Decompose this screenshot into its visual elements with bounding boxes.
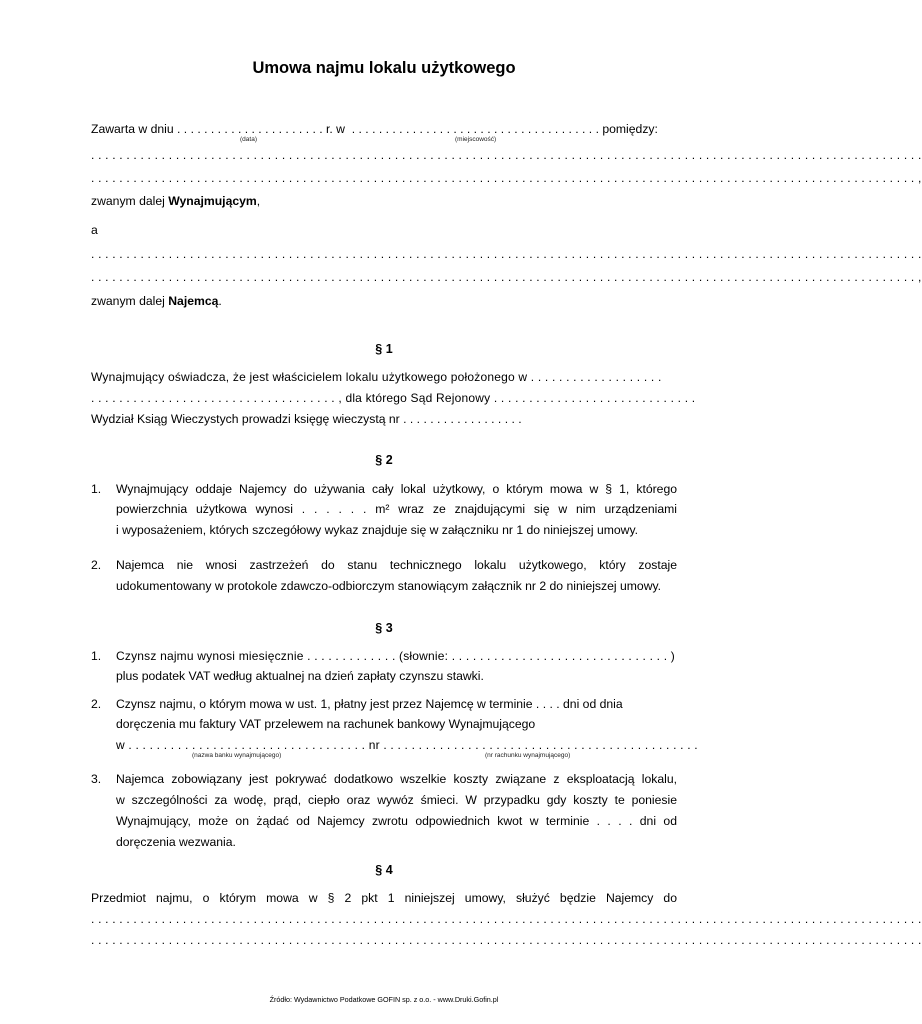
s3-item3-line3: Wynajmujący, może on żądać od Najemcy zwrotu odpowiednich kwot w terminie . . . . dni od [116, 814, 677, 828]
section-3-heading: § 3 [375, 621, 393, 635]
called-prefix: zwanym dalej [91, 194, 169, 208]
source-footer: Źródło: Wydawnictwo Podatkowe GOFIN sp. z o.o. - www.Druki.Gofin.pl [269, 995, 499, 1004]
intro-between: pomiędzy: [602, 122, 658, 136]
s3-item3-line4: doręczenia wezwania. [116, 835, 236, 849]
s3-item1-line1: Czynsz najmu wynosi miesięcznie . . . . . . . . . . . . . (słownie: . . . . . . . . . . . . . . . . . . . . . . . . . . . . . . . ) [116, 649, 675, 663]
s3-item3-number: 3. [91, 772, 102, 786]
s2-item1-line1: Wynajmujący oddaje Najemcy do używania cały lokal użytkowy, o którym mowa w § 1, którego [116, 482, 677, 496]
document-title: Umowa najmu lokalu użytkowego [252, 59, 516, 77]
section-1-heading: § 1 [375, 342, 393, 356]
s3-item3-line2: w szczególności za wodę, prąd, ciepło oraz wywóz śmieci. W przypadku gdy koszty te poniesie [116, 793, 677, 807]
label-account-number: (nr rachunku wynajmującego) [485, 752, 571, 759]
intro-date-text: Zawarta w dniu . . . . . . . . . . . . . . . . . . . . . . r. w [91, 122, 345, 136]
intro-date-place-line [91, 121, 658, 137]
s3-item1-line2: plus podatek VAT według aktualnej na dzień zapłaty czynszu stawki. [116, 669, 484, 683]
period: . [218, 294, 222, 308]
party1-dots-line2: . . . . . . . . . . . . . . . . . . . . . . . . . . . . . . . . . . . . . . . . . . . . . . . . . . . . . . . . . . . . . . . . . . . . . . . . . . . . . . . . . . . . . . . . . . . . . . . . . . . . . . . . . . . . . . . . . . . . . , [91, 171, 922, 185]
section-4-heading: § 4 [375, 863, 393, 877]
s3-item2-line3: w . . . . . . . . . . . . . . . . . . . . . . . . . . . . . . . . . . nr . . . . . . . . . . . . . . . . . . . . . . . . . . . . . . . . . . . . . . . . . . . . . [116, 738, 698, 752]
label-date: (data) [240, 136, 257, 143]
s2-item2-line2: udokumentowany w protokole zdawczo-odbiorczym stanowiącym załącznik nr 2 do niniejszej umowy. [116, 579, 662, 593]
s1-line3: Wydział Ksiąg Wieczystych prowadzi księgę wieczystą nr . . . . . . . . . . . . . . . . . . [91, 412, 522, 426]
s2-item1-number: 1. [91, 482, 102, 496]
s4-dots-line1: . . . . . . . . . . . . . . . . . . . . . . . . . . . . . . . . . . . . . . . . . . . . . . . . . . . . . . . . . . . . . . . . . . . . . . . . . . . . . . . . . . . . . . . . . . . . . . . . . . . . . . . . . . . . . . . . . . . . . . [91, 912, 922, 926]
comma: , [256, 194, 261, 208]
party1-dots-line1: . . . . . . . . . . . . . . . . . . . . . . . . . . . . . . . . . . . . . . . . . . . . . . . . . . . . . . . . . . . . . . . . . . . . . . . . . . . . . . . . . . . . . . . . . . . . . . . . . . . . . . . . . . . . . . . . . . . . . . [91, 148, 922, 162]
s2-item1-line2: powierzchnia użytkowa wynosi . . . . . . m² wraz ze znajdującymi się w nim urządzeniami [116, 502, 677, 516]
s4-dots-line2: . . . . . . . . . . . . . . . . . . . . . . . . . . . . . . . . . . . . . . . . . . . . . . . . . . . . . . . . . . . . . . . . . . . . . . . . . . . . . . . . . . . . . . . . . . . . . . . . . . . . . . . . . . . . . . . . . . . . . . [91, 933, 922, 947]
s3-item1-number: 1. [91, 649, 102, 663]
conjunction-a: a [91, 223, 98, 237]
s2-item2-line1: Najemca nie wnosi zastrzeżeń do stanu technicznego lokalu użytkowego, który zostaje [116, 558, 677, 572]
s2-item1-line3: i wyposażeniem, których szczegółowy wykaz znajduje się w załączniku nr 1 do niniejszej umowy. [116, 523, 639, 537]
party2-dots-line1: . . . . . . . . . . . . . . . . . . . . . . . . . . . . . . . . . . . . . . . . . . . . . . . . . . . . . . . . . . . . . . . . . . . . . . . . . . . . . . . . . . . . . . . . . . . . . . . . . . . . . . . . . . . . . . . . . . . . . . [91, 247, 922, 261]
landlord-term: Wynajmującym [168, 194, 257, 208]
section-2-heading: § 2 [375, 453, 393, 467]
s3-item2-line1: Czynsz najmu, o którym mowa w ust. 1, płatny jest przez Najemcę w terminie . . . . dni od dnia [116, 697, 623, 711]
s3-item2-line2: doręczenia mu faktury VAT przelewem na rachunek bankowy Wynajmującego [116, 717, 536, 731]
label-bank-name: (nazwa banku wynajmującego) [192, 752, 282, 759]
s1-line2: . . . . . . . . . . . . . . . . . . . . . . . . . . . . . . . . . . . , dla którego Sąd Rejonowy . . . . . . . . . . . . . . . . . . . . . . . . . . . . . [91, 391, 696, 405]
called-prefix-2: zwanym dalej [91, 294, 169, 308]
s3-item2-number: 2. [91, 697, 102, 711]
called-tenant-line [91, 293, 222, 309]
party2-dots-line2: . . . . . . . . . . . . . . . . . . . . . . . . . . . . . . . . . . . . . . . . . . . . . . . . . . . . . . . . . . . . . . . . . . . . . . . . . . . . . . . . . . . . . . . . . . . . . . . . . . . . . . . . . . . . . . . . . . . . . , [91, 270, 922, 284]
s1-line1: Wynajmujący oświadcza, że jest właścicielem lokalu użytkowego położonego w . . . . . . . . . . . . . . . . . . . [91, 370, 662, 384]
tenant-term: Najemcą [168, 294, 219, 308]
s4-line1: Przedmiot najmu, o którym mowa w § 2 pkt 1 niniejszej umowy, służyć będzie Najemcy do [91, 891, 677, 905]
s3-item3-line1: Najemca zobowiązany jest pokrywać dodatkowo wszelkie koszty związane z eksploatacją lokalu, [116, 772, 677, 786]
called-landlord-line [91, 193, 260, 209]
label-place: (miejscowość) [455, 136, 497, 143]
intro-place-dots: . . . . . . . . . . . . . . . . . . . . . . . . . . . . . . . . . . . . . [351, 122, 599, 136]
s2-item2-number: 2. [91, 558, 102, 572]
